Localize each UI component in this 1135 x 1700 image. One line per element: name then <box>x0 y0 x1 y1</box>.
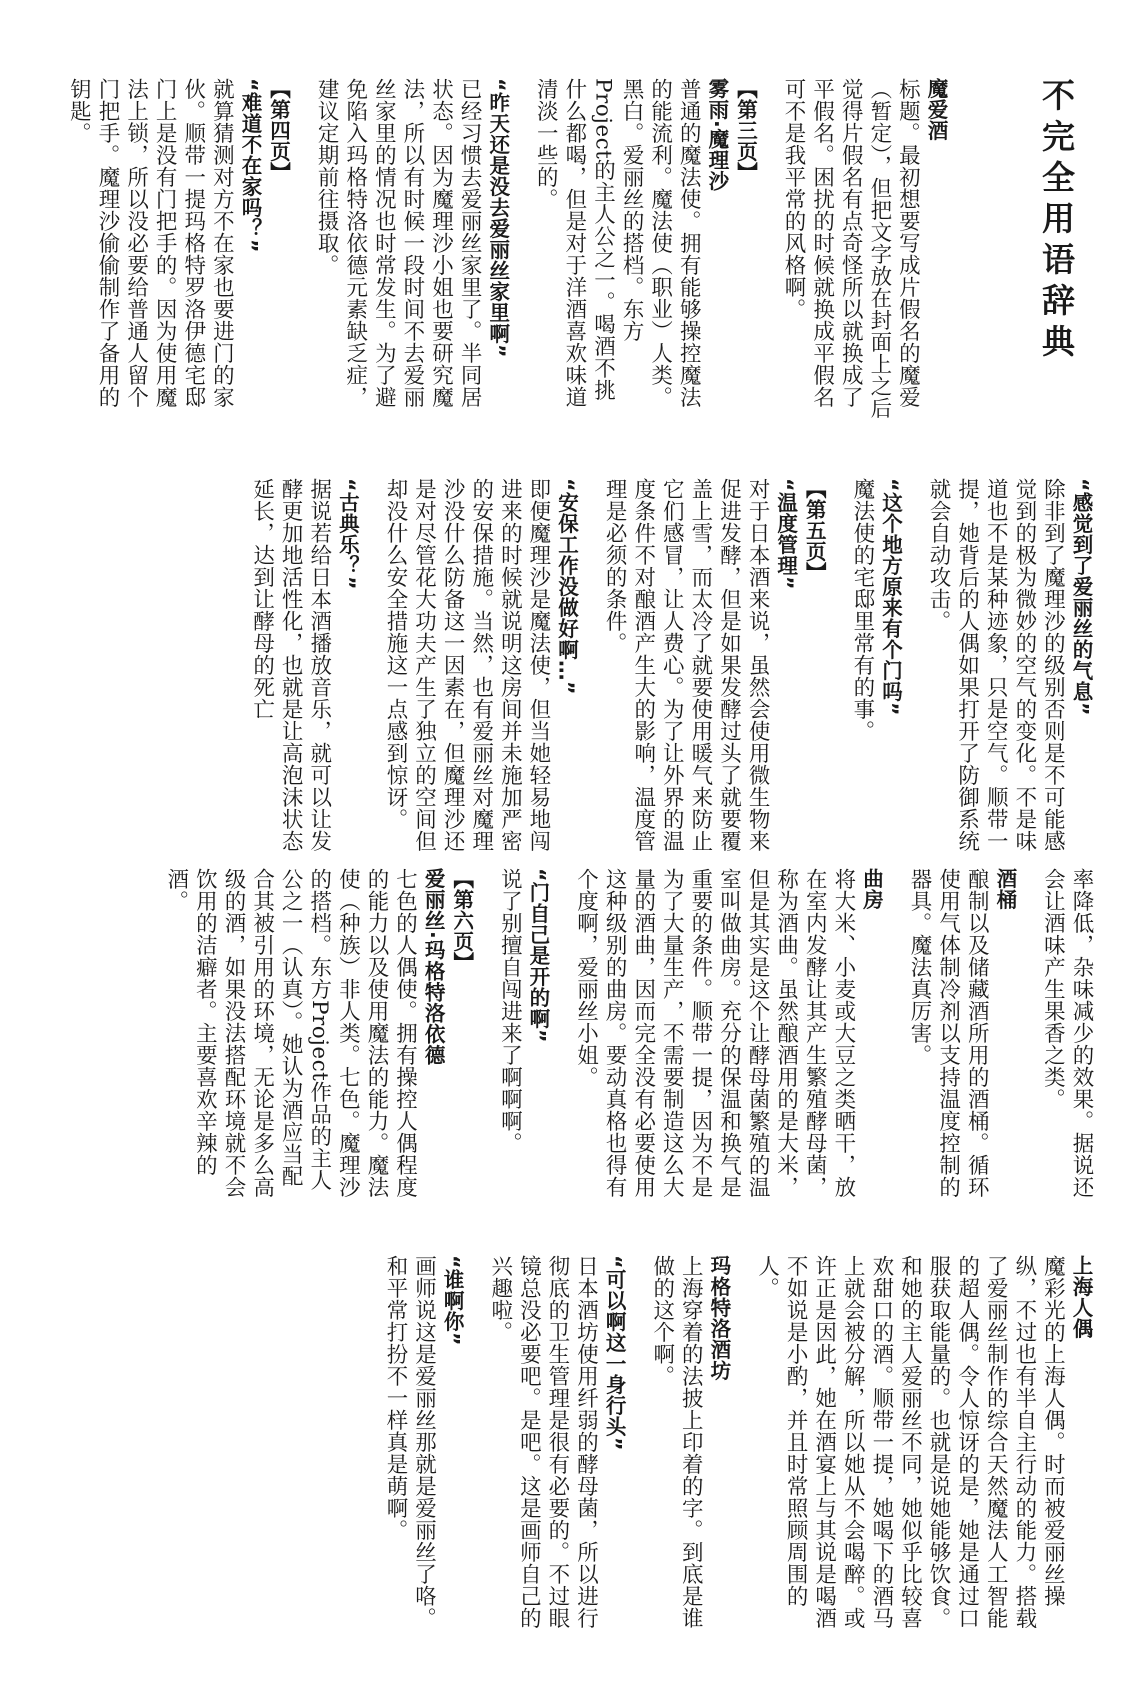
glossary-entry <box>161 868 476 1208</box>
entry-heading: “可以啊这一身行头” <box>602 1255 627 1451</box>
entry-text: 魔法使的宅邸里常有的事。 <box>849 478 875 742</box>
entry-text: 上海穿着的法披上印着的字。到底是谁做的这个啊。 <box>649 1255 704 1629</box>
entry-heading: 【第六页】 <box>449 868 474 973</box>
entry-heading: 爱丽丝·玛格特洛依德 <box>421 868 446 1066</box>
glossary-entry <box>312 78 512 423</box>
text-band-bottom <box>115 1255 1095 1635</box>
entry-heading: 曲房 <box>859 868 884 910</box>
glossary-entry <box>571 868 886 1208</box>
text-band-middle <box>75 478 1095 858</box>
glossary-entry <box>380 478 580 858</box>
glossary-entry <box>1038 868 1095 1208</box>
entry-heading: “谁啊你” <box>440 1255 465 1346</box>
entry-text: 酿制以及储藏酒所用的酒桶。循环使用气体制冷剂以支持温度控制的器具。魔法真厉害。 <box>907 868 990 1198</box>
entry-text: 普通的魔法使。拥有能够操控魔法的能流利。魔法使（职业）人类。黑白。爱丽丝的搭档。东方Project的主人公之一。喝酒不挑什么都喝，但是对于洋酒喜欢味道清淡一些的。 <box>533 78 702 408</box>
entry-text: 说了别擅自闯进来了啊啊啊。 <box>497 868 523 1154</box>
entry-text: 即便魔理沙是魔法使，但当她轻易地闯进来的时候就说明这房间并未施加严密的安保措施。当然，也有爱丽丝对魔理沙没什么防备这一因素在，但魔理沙还是对尽管花大功夫产生了独立的空间但却没什么安全措施这一点感到惊讶。 <box>382 478 551 852</box>
entry-heading: “温度管理” <box>773 478 798 590</box>
glossary-entry <box>904 868 1018 1208</box>
entry-heading: “这个地方原来有个门吗” <box>878 478 903 716</box>
text-band-lower <box>55 868 1095 1208</box>
glossary-entry <box>778 78 950 423</box>
entry-text: 标题。最初想要写成片假名的魔爱（暂定），但把文字放在封面上之后觉得片假名有点奇怪所以就换成了平假名。困扰的时候就换成平假名可不是我平常的风格啊。 <box>781 78 921 420</box>
entry-text: 魔彩光的上海人偶。时而被爱丽丝操纵，不过也有半自主行动的能力。搭载了爱丽丝制作的综合天然魔法人工智能的超人偶。令人惊讶的是，她是通过口服获取能量的。也就是说她能够饮食。和她的主人爱丽丝不同，她似乎比较喜欢甜口的酒。顺带一提，她喝下的酒马上就会被分解，所以她从不会喝醉。或许正是因此，她在酒宴上与其说是喝酒不如说是小酌，并且时常照顾周围的人。 <box>754 1255 1066 1629</box>
entry-heading: 【第五页】 <box>802 478 827 583</box>
glossary-entry <box>847 478 904 858</box>
glossary-entry <box>495 868 552 1208</box>
glossary-entry <box>64 78 293 423</box>
entry-text: 对于日本酒来说，虽然会使用微生物来促进发酵，但是如果发酵过头了就要覆盖上雪，而太冷了就要使用暖气来防止它们感冒，让人费心。为了让外界的温度条件不对酿酒产生大的影响，温度管理是必须的条件。 <box>602 478 771 852</box>
entry-heading: 【第四页】 <box>266 78 291 183</box>
entry-text: 率降低，杂味减少的效果。据说还会让酒味产生果香之类。 <box>1040 868 1094 1198</box>
entry-text: 七色的人偶使。拥有操控人偶程度的能力以及使用魔法的能力。魔法使（种族）非人类。七色。魔理沙的搭档。东方Project作品的主人公之一（认真）。她认为酒应当配合其被引用的环境，无论是多么高级的酒，如果没法搭配环境就不会饮用的洁癖者。主要喜欢辛辣的酒。 <box>163 868 418 1198</box>
glossary-entry <box>923 478 1095 858</box>
entry-text: 日本酒坊使用纤弱的酵母菌，所以进行彻底的卫生管理是很有必要的。不过眼镜总没必要吧。是吧。这是画师自己的兴趣啦。 <box>487 1255 599 1629</box>
entry-heading: 【第三页】 <box>733 78 758 183</box>
entry-heading: “昨天还是没去爱丽丝家里啊” <box>485 78 510 358</box>
page-title: 不完全用语辞典 <box>1037 78 1076 365</box>
entry-text: 除非到了魔理沙的级别否则是不可能感觉到的极为微妙的空气的变化。不是味道也不是某种迹象，只是空气。顺带一提，她背后的人偶如果打开了防御系统就会自动攻击。 <box>926 478 1066 852</box>
entry-text: 已经习惯去爱丽丝家里了。半同居状态。因为魔理沙小姐也要研究魔法，所以有时候一段时间不去爱丽丝家里的情况也时常发生。为了避免陷入玛格特洛依德元素缺乏症，建议定期前往摄取。 <box>314 78 483 408</box>
entry-heading: “古典乐？” <box>335 478 360 590</box>
entry-heading: “门自己是开的啊” <box>525 868 550 1043</box>
entry-heading: 雾雨·魔理沙 <box>704 78 729 192</box>
glossary-entry <box>247 478 361 858</box>
glossary-entry <box>485 1255 628 1635</box>
entry-heading: “感觉到了爱丽丝的气息” <box>1069 478 1093 716</box>
glossary-entry <box>531 78 760 423</box>
text-band-top <box>66 78 950 423</box>
entry-heading: 酒桶 <box>992 868 1017 910</box>
glossary-entry <box>752 1255 1095 1635</box>
entry-heading: 玛格特洛酒坊 <box>706 1255 731 1381</box>
entry-text: 据说若给日本酒播放音乐，就可以让发酵更加地活性化，也就是让高泡沫状态延长，达到让酵母的死亡 <box>249 478 332 852</box>
entry-text: 就算猜测对方不在家也要进门的家伙。顺带一提玛格特罗洛伊德宅邸门上是没有门把手的。因为使用魔法上锁，所以没必要给普通人留个门把手。魔理沙偷偷制作了备用的钥匙。 <box>66 78 235 408</box>
entry-heading: 魔爱酒 <box>924 78 948 141</box>
glossary-entry <box>600 478 829 858</box>
entry-text: 画师说这是爱丽丝那就是爱丽丝了咯。和平常打扮不一样真是萌啊。 <box>382 1255 437 1629</box>
entry-text: 将大米、小麦或大豆之类晒干，放在室内发酵让其产生繁殖酵母菌，称为酒曲。虽然酿酒用的是大米，但是其实是这个让酵母菌繁殖的温室叫做曲房。充分的保温和换气是重要的条件。顺带一提，因为不是为了大量生产，不需要制造这么大量的酒曲，因而完全没有必要使用这种级别的曲房。要动真格也得有个度啊，爱丽丝小姐。 <box>573 868 856 1198</box>
entry-heading: 上海人偶 <box>1069 1255 1093 1339</box>
glossary-entry <box>380 1255 466 1635</box>
entry-heading: “安保工作没做好啊…” <box>554 478 579 695</box>
entry-heading: “难道不在家吗？” <box>237 78 262 253</box>
glossary-entry <box>647 1255 733 1635</box>
